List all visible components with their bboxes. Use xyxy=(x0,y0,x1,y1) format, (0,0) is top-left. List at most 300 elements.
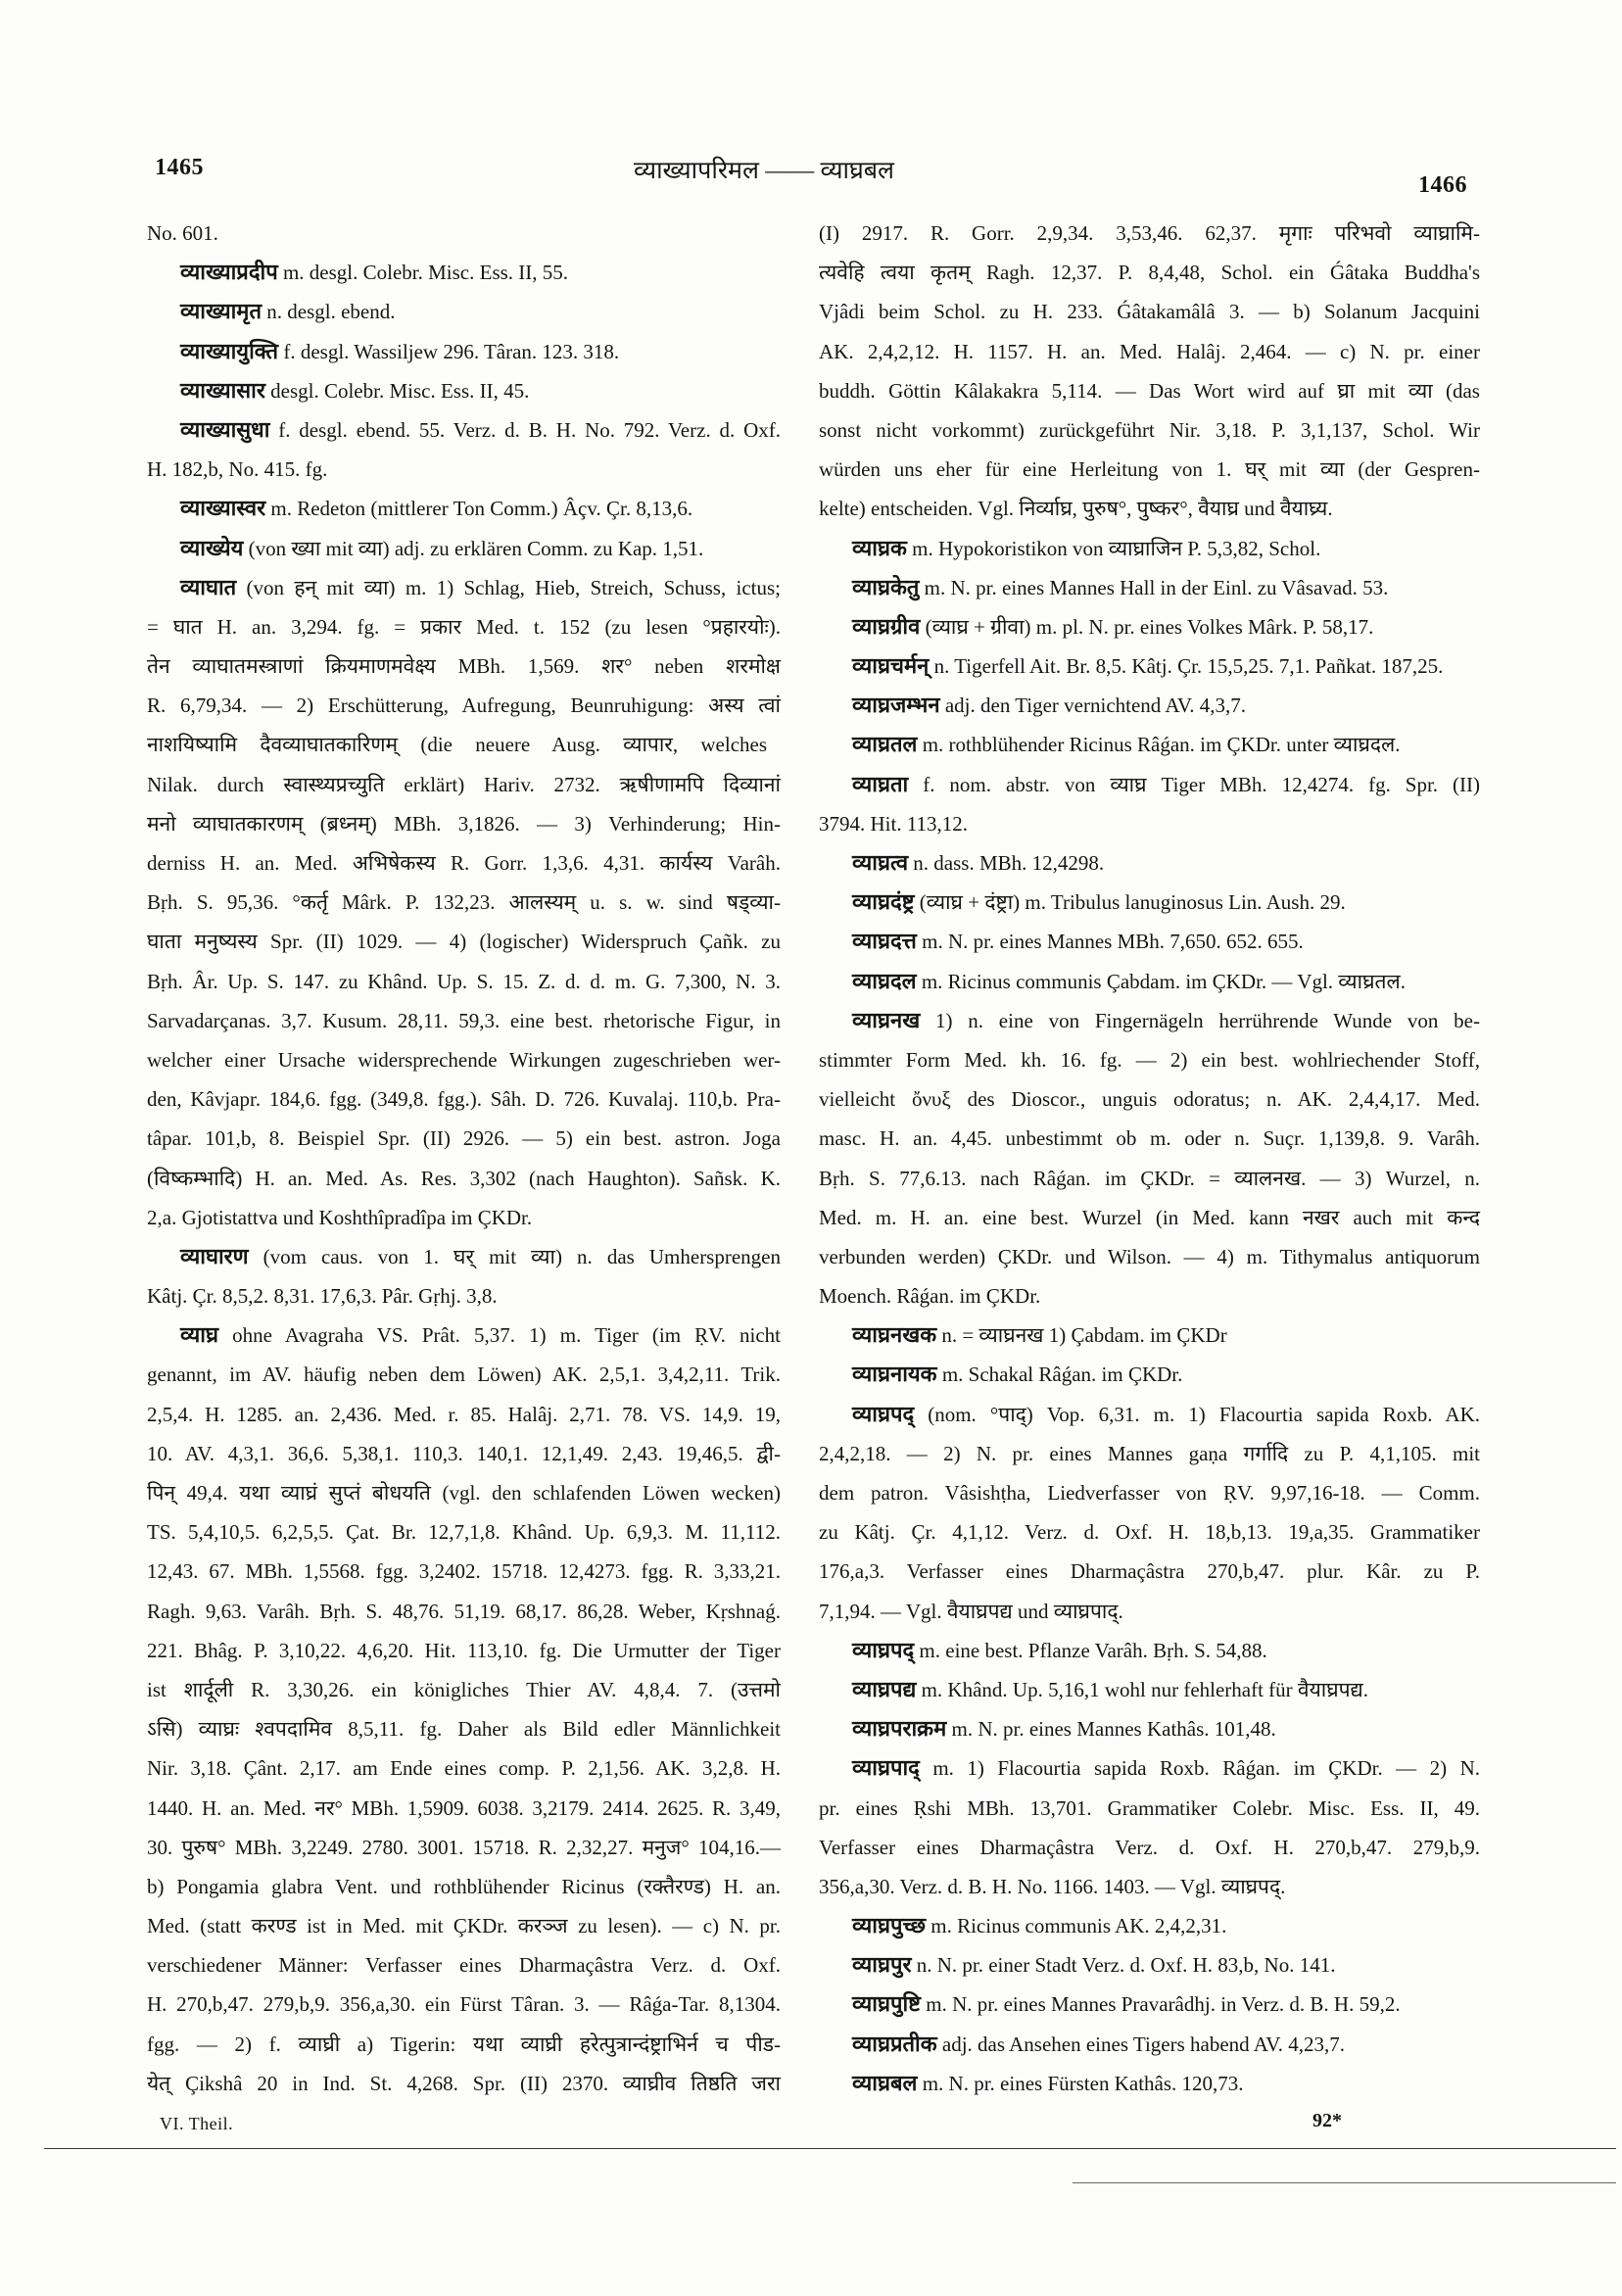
entry-text: verschiedener Männer: Verfasser eines Dharmaçâstra Verz. d. Oxf. xyxy=(147,1953,781,1978)
entry-line-content xyxy=(147,1552,781,1591)
entry-line xyxy=(147,410,782,450)
entry-line-content xyxy=(147,1828,781,1867)
entry-text: Vjâdi beim Schol. zu H. 233. Ǵâtakamâlâ 3. — b) Solanum Jacquini xyxy=(819,300,1480,324)
entry-line-content xyxy=(852,607,1373,646)
dictionary-entry xyxy=(147,253,782,292)
dictionary-entry xyxy=(819,607,1481,646)
entry-text: n. N. pr. einer Stadt Verz. d. Oxf. H. 83,b, No. 141. xyxy=(911,1953,1336,1978)
entry-text: fgg. — 2) f. व्याघ्री a) Tigerin: यथा व्याघ्री हरेत्पुत्रान्दंष्ट्राभिर्न च पीड- xyxy=(147,2032,781,2056)
entry-text: stimmter Form Med. kh. 16. fg. — 2) ein best. wohlriechender Stoff, xyxy=(819,1047,1480,1072)
entry-line-content xyxy=(147,1001,781,1040)
entry-headword: व्याख्यासुधा xyxy=(180,416,270,442)
dictionary-entry xyxy=(147,292,782,331)
entry-text: (von ख्या mit व्या) adj. zu erklären Comm. zu Kap. 1,51. xyxy=(243,536,704,560)
entry-text: pr. eines Ṛshi MBh. 13,701. Grammatiker Colebr. Misc. Ess. II, 49. xyxy=(819,1795,1480,1820)
entry-headword: व्याघ्रनख xyxy=(852,1007,921,1032)
dictionary-entry xyxy=(147,568,782,1237)
entry-text: m. N. pr. eines Mannes Hall in der Einl. zu Vâsavad. 53. xyxy=(919,575,1389,599)
entry-line xyxy=(819,1355,1481,1394)
entry-headword: व्याघ्रनायक xyxy=(852,1362,937,1387)
entry-line xyxy=(819,410,1481,450)
entry-line-content xyxy=(852,1906,1226,1945)
entry-line-content xyxy=(819,1512,1480,1552)
entry-line-content xyxy=(180,489,692,528)
entry-headword: व्याघ्र xyxy=(180,1322,218,1348)
entry-text: m. 1) Flacourtia sapida Roxb. Râǵan. im ÇKDr. — 2) N. xyxy=(919,1756,1480,1781)
entry-line-content xyxy=(147,450,327,489)
entry-line-content xyxy=(819,1237,1480,1276)
entry-text: त्यवेहि त्वया कृतम् Ragh. 12,37. P. 8,4,48, Schol. ein Ǵâtaka Buddha's xyxy=(819,261,1480,285)
entry-line xyxy=(147,1395,782,1434)
entry-line xyxy=(147,1631,782,1670)
entry-headword: व्याघ्रपुच्छ xyxy=(852,1913,926,1938)
entry-text: 3794. Hit. 113,12. xyxy=(819,811,969,836)
entry-line-content xyxy=(819,253,1480,292)
entry-text: (von हन् mit व्या) m. 1) Schlag, Hieb, Streich, Schuss, ictus; xyxy=(236,575,781,599)
dictionary-entry xyxy=(819,1001,1481,1316)
entry-line xyxy=(147,765,782,804)
entry-line-content xyxy=(852,765,1480,804)
entry-line-content xyxy=(852,1315,1227,1355)
dictionary-entry xyxy=(819,686,1481,725)
entry-line xyxy=(147,607,782,646)
entry-line-content xyxy=(819,450,1480,489)
entry-line xyxy=(819,1828,1481,1867)
entry-line-content xyxy=(180,568,781,607)
dictionary-entry xyxy=(819,214,1481,529)
entry-text: m. desgl. Colebr. Misc. Ess. II, 55. xyxy=(277,261,569,285)
entry-line xyxy=(147,922,782,961)
entry-line xyxy=(147,1985,782,2024)
entry-text: kelte) entscheiden. Vgl. निर्व्याघ्र, पुरुष°, पुष्कर°, वैयाघ्र und वैयाघ्र्य. xyxy=(819,497,1333,521)
entry-line xyxy=(147,332,782,371)
entry-text: adj. das Ansehen eines Tigers habend AV. 4,23,7. xyxy=(936,2032,1345,2056)
entry-line xyxy=(147,1473,782,1512)
entry-headword: व्याघ्रजम्भन xyxy=(852,693,940,718)
entry-line-content xyxy=(147,1512,781,1552)
entry-line-content xyxy=(147,1434,781,1473)
entry-line xyxy=(147,1434,782,1473)
entry-headword: व्याघ्रपुर xyxy=(852,1952,912,1978)
dictionary-entry xyxy=(819,1670,1481,1709)
entry-text: desgl. Colebr. Misc. Ess. II, 45. xyxy=(264,378,530,403)
entry-text: n. Tigerfell Ait. Br. 8,5. Kâtj. Çr. 15,5,25. 7,1. Pañkat. 187,25. xyxy=(929,654,1444,679)
signature-mark: VI. Theil. xyxy=(160,2114,234,2133)
entry-line-content xyxy=(819,410,1480,450)
entry-text: m. eine best. Pflanze Varâh. Bṛh. S. 54,88. xyxy=(914,1638,1267,1662)
entry-text: m. Khând. Up. 5,16,1 wohl nur fehlerhaft für वैयाघ्रपद्य. xyxy=(916,1677,1369,1701)
entry-line xyxy=(819,883,1481,922)
entry-text: adj. den Tiger vernichtend AV. 4,3,7. xyxy=(939,694,1247,718)
entry-line xyxy=(147,1198,782,1237)
entry-line-content xyxy=(852,1395,1480,1434)
entry-line xyxy=(819,922,1481,961)
entry-text: verbunden werden) ÇKDr. und Wilson. — 4) m. Tithymalus antiquorum xyxy=(819,1244,1480,1268)
entry-text: Ragh. 9,63. Varâh. Bṛh. S. 48,76. 51,19. 68,17. 86,28. Weber, Kṛshnaǵ. xyxy=(147,1599,781,1623)
entry-line-content xyxy=(180,529,703,568)
entry-text: 2,4,2,18. — 2) N. pr. eines Mannes gaṇa गर्गादि zu P. 4,1,105. mit xyxy=(819,1441,1480,1465)
entry-line xyxy=(147,1237,782,1276)
entry-text: R. 6,79,34. — 2) Erschütterung, Aufregung, Beunruhigung: अस्य त्वां xyxy=(147,694,781,718)
entry-line xyxy=(147,1040,782,1079)
entry-text: 10. AV. 4,3,1. 36,6. 5,38,1. 110,3. 140,1. 12,1,49. 2,43. 19,46,5. द्वी- xyxy=(147,1441,781,1465)
entry-line xyxy=(147,962,782,1001)
entry-headword: व्याघ्रतल xyxy=(852,732,918,757)
entry-line xyxy=(147,450,782,489)
entry-text: 1) n. eine von Fingernägeln herrührende Wunde von be- xyxy=(920,1008,1480,1032)
dictionary-entry xyxy=(147,1315,782,2103)
dictionary-entry xyxy=(147,410,782,489)
entry-line xyxy=(819,253,1481,292)
entry-text: vielleicht ὄνυξ des Dioscor., unguis odoratus; n. AK. 2,4,4,17. Med. xyxy=(819,1087,1480,1112)
entry-line xyxy=(819,1395,1481,1434)
entry-line xyxy=(147,1315,782,1355)
entry-text: तेन व्याघातमस्त्राणां क्रियमाणमवेक्ष्य MBh. 1,569. शर° neben शरमोक्ष xyxy=(147,654,781,679)
entry-line-content xyxy=(147,2025,781,2064)
entry-line xyxy=(147,1945,782,1985)
entry-text: m. Hypokoristikon von व्याघ्राजिन P. 5,3,82, Schol. xyxy=(906,536,1321,560)
entry-line xyxy=(147,804,782,843)
entry-text: welcher einer Ursache widersprechende Wirkungen zugeschrieben wer- xyxy=(147,1047,781,1072)
entry-headword: व्याख्याप्रदीप xyxy=(180,260,278,285)
dictionary-entry xyxy=(819,765,1481,843)
entry-line-content xyxy=(147,1709,781,1748)
entry-headword: व्याख्यायुक्ति xyxy=(180,338,279,363)
entry-line xyxy=(147,1276,782,1315)
entry-line-content xyxy=(147,1198,532,1237)
entry-text: Bṛh. S. 77,6.13. nach Râǵan. im ÇKDr. = व्यालनख. — 3) Wurzel, n. xyxy=(819,1166,1480,1190)
entry-text: (I) 2917. R. Gorr. 2,9,34. 3,53,46. 62,37. मृगाः परिभवो व्याघ्रामि- xyxy=(819,221,1480,245)
entry-line xyxy=(819,1945,1481,1985)
entry-text: m. Ricinus communis AK. 2,4,2,31. xyxy=(926,1914,1227,1938)
entry-line xyxy=(819,1434,1481,1473)
entry-headword: व्याघ्रपुष्टि xyxy=(852,1991,922,2017)
entry-line-content xyxy=(819,1159,1480,1198)
entry-text: b) Pongamia glabra Vent. und rothblühender Ricinus (रक्तैरण्ड) H. an. xyxy=(147,1874,781,1898)
entry-text: m. Schakal Râǵan. im ÇKDr. xyxy=(936,1363,1183,1387)
entry-line xyxy=(819,1592,1481,1631)
entry-text: Sarvadarçanas. 3,7. Kusum. 28,11. 59,3. eine best. rhetorische Figur, in xyxy=(147,1008,781,1032)
entry-line xyxy=(819,2064,1481,2103)
entry-line-content xyxy=(852,883,1346,922)
entry-text: 221. Bhâg. P. 3,10,22. 4,6,20. Hit. 113,10. fg. Die Urmutter der Tiger xyxy=(147,1638,781,1662)
dictionary-entry xyxy=(819,725,1481,764)
entry-line xyxy=(819,371,1481,410)
entry-line-content xyxy=(180,292,396,331)
entry-line-content xyxy=(852,2064,1244,2103)
dictionary-entry xyxy=(147,214,782,253)
dictionary-entry xyxy=(147,371,782,410)
entry-line xyxy=(147,568,782,607)
entry-line-content xyxy=(852,1631,1267,1670)
entry-line-content xyxy=(147,1985,781,2024)
entry-line-content xyxy=(147,843,781,883)
entry-line xyxy=(147,253,782,292)
entry-line-content xyxy=(147,1906,781,1945)
entry-line-content xyxy=(819,371,1480,410)
entry-text: f. nom. abstr. von व्याघ्र Tiger MBh. 12,4274. fg. Spr. (II) xyxy=(908,772,1480,796)
entry-line-content xyxy=(852,568,1388,607)
entry-line-content xyxy=(819,1119,1480,1158)
entry-line-content xyxy=(819,489,1333,528)
entry-line-content xyxy=(147,607,781,646)
entry-text: 2,5,4. H. 1285. an. 2,436. Med. r. 85. Halâj. 2,71. 78. VS. 14,9. 19, xyxy=(147,1402,781,1426)
entry-line xyxy=(147,1001,782,1040)
entry-text: = घात H. an. 3,294. fg. = प्रकार Med. t. 152 (zu lesen °प्रहारयोः). xyxy=(147,614,781,639)
entry-line xyxy=(819,1552,1481,1591)
entry-line-content xyxy=(147,804,781,843)
entry-text: (vom caus. von 1. घर् mit व्या) n. das Umhersprengen xyxy=(248,1244,781,1268)
entry-line xyxy=(819,1079,1481,1119)
entry-headword: व्याघ्रपद् xyxy=(852,1637,915,1662)
entry-text: derniss H. an. Med. अभिषेकस्य R. Gorr. 1,3,6. 4,31. कार्यस्य Varâh. xyxy=(147,851,781,875)
entry-line xyxy=(819,1276,1481,1315)
entry-line-content xyxy=(852,1670,1368,1709)
entry-text: Nilak. durch स्वास्थ्यप्रच्युति erklärt) Hariv. 2732. ऋषीणामपि दिव्यानां xyxy=(147,772,781,796)
entry-line-content xyxy=(147,765,781,804)
entry-text: n. dass. MBh. 12,4298. xyxy=(908,851,1105,875)
entry-line xyxy=(819,1512,1481,1552)
entry-line-content xyxy=(819,1552,1480,1591)
entry-line-content xyxy=(819,1434,1480,1473)
entry-line xyxy=(147,725,782,764)
entry-text: m. rothblühender Ricinus Râǵan. im ÇKDr. unter व्याघ्रदल. xyxy=(917,733,1401,757)
entry-line xyxy=(819,292,1481,331)
entry-line-content xyxy=(852,1355,1182,1394)
entry-line-content xyxy=(147,1592,781,1631)
entry-text: m. Ricinus communis Çabdam. im ÇKDr. — Vgl. व्याघ्रतल. xyxy=(916,969,1406,993)
entry-line-content xyxy=(147,1355,781,1394)
entry-line xyxy=(147,489,782,528)
entry-line xyxy=(819,568,1481,607)
entry-line xyxy=(147,1670,782,1709)
page-number-right: 1466 xyxy=(1418,172,1467,198)
entry-text: ऽसि) व्याघ्रः श्वपदामिव 8,5,11. fg. Daher als Bild edler Männlichkeit xyxy=(147,1717,781,1742)
dictionary-entry xyxy=(819,1355,1481,1394)
entry-line xyxy=(147,1828,782,1867)
entry-line-content xyxy=(852,1001,1480,1040)
entry-line xyxy=(819,450,1481,489)
entry-headword: व्याघ्रचर्मन् xyxy=(852,653,930,679)
entry-line xyxy=(819,725,1481,764)
entry-text: 1440. H. an. Med. नर° MBh. 1,5909. 6038. 3,2179. 2414. 2625. R. 3,49, xyxy=(147,1795,781,1820)
entry-line xyxy=(819,1709,1481,1748)
entry-text: पिन् 49,4. यथा व्याघ्रं सुप्तं बोधयति (vgl. den schlafenden Löwen wecken) xyxy=(147,1481,781,1505)
dictionary-entry xyxy=(147,332,782,371)
entry-line xyxy=(147,2064,782,2103)
entry-text: sonst nicht vorkommt) zurückgeführt Nir. 3,18. P. 3,1,137, Schol. Wir xyxy=(819,417,1480,442)
entry-line xyxy=(147,1079,782,1119)
entry-headword: व्याघ्रकेतु xyxy=(852,574,920,599)
entry-line xyxy=(819,1985,1481,2024)
entry-line-content xyxy=(147,1945,781,1985)
entry-text: H. 270,b,47. 279,b,9. 356,a,30. ein Fürst Târan. 3. — Râǵa-Tar. 8,1304. xyxy=(147,1992,781,2017)
entry-headword: व्याघ्रबल xyxy=(852,2070,918,2095)
entry-line-content xyxy=(852,725,1401,764)
entry-headword: व्याघ्रपद् xyxy=(852,1401,915,1426)
entry-line xyxy=(819,804,1481,843)
running-title: व्याख्यापरिमल —— व्याघ्रबल xyxy=(634,158,894,184)
entry-text: AK. 2,4,2,12. H. 1157. H. an. Med. Halâj. 2,464. — c) N. pr. einer xyxy=(819,339,1480,363)
entry-line-content xyxy=(147,1159,781,1198)
entry-line xyxy=(819,646,1481,686)
entry-line-content xyxy=(147,1395,781,1434)
dictionary-entry xyxy=(819,646,1481,686)
entry-line-content xyxy=(819,332,1480,371)
entry-line xyxy=(147,1748,782,1788)
entry-headword: व्याघ्रता xyxy=(852,771,909,796)
entry-text: 30. पुरुष° MBh. 3,2249. 2780. 3001. 15718. R. 2,32,27. मनुज° 104,16.— xyxy=(147,1835,781,1859)
entry-text: Med. (statt करण्ड ist in Med. mit ÇKDr. करञ्ज zu lesen). — c) N. pr. xyxy=(147,1914,781,1938)
entry-headword: व्याघ्रप्रतीक xyxy=(852,2031,937,2056)
entry-text: 2,a. Gjotistattva und Koshthîpradîpa im ÇKDr. xyxy=(147,1205,533,1229)
entry-line-content xyxy=(852,843,1104,883)
entry-line-content xyxy=(180,253,568,292)
entry-line-content xyxy=(147,883,781,922)
entry-line-content xyxy=(147,1748,781,1788)
entry-line-content xyxy=(852,1945,1335,1985)
entry-headword: व्याख्येय xyxy=(180,535,244,560)
entry-line xyxy=(819,2025,1481,2064)
entry-line-content xyxy=(147,1867,781,1906)
entry-line-content xyxy=(852,646,1443,686)
entry-text: n. = व्याघ्रनख 1) Çabdam. im ÇKDr xyxy=(936,1323,1227,1348)
entry-line-content xyxy=(147,1119,781,1158)
entry-line-content xyxy=(819,1789,1480,1828)
entry-line xyxy=(819,1119,1481,1158)
entry-line-content xyxy=(852,1748,1480,1788)
entry-line-content xyxy=(147,725,767,764)
right-column xyxy=(819,214,1481,2103)
entry-line-content xyxy=(852,1985,1401,2024)
entry-text: (विष्कम्भादि) H. an. Med. As. Res. 3,302 (nach Haughton). Sañsk. K. xyxy=(147,1166,781,1190)
entry-text: ohne Avagraha VS. Prât. 5,37. 1) m. Tiger (im ṚV. nicht xyxy=(217,1323,781,1348)
entry-line-content xyxy=(852,922,1304,961)
entry-text: TS. 5,4,10,5. 6,2,5,5. Çat. Br. 12,7,1,8. Khând. Up. 6,9,3. M. 11,112. xyxy=(147,1520,781,1545)
entry-line-content xyxy=(147,922,781,961)
dictionary-entry xyxy=(819,2064,1481,2103)
entry-text: masc. H. an. 4,45. unbestimmt ob m. oder n. Suçr. 1,139,8. 9. Varâh. xyxy=(819,1126,1480,1151)
dictionary-entry xyxy=(819,529,1481,568)
entry-text: Bṛh. Âr. Up. S. 147. zu Khând. Up. S. 15. Z. d. d. m. G. 7,300, N. 3. xyxy=(147,969,781,993)
entry-line xyxy=(147,883,782,922)
entry-line-content xyxy=(147,962,781,1001)
entry-line xyxy=(819,1670,1481,1709)
dictionary-entry xyxy=(819,1985,1481,2024)
entry-line xyxy=(819,1315,1481,1355)
entry-text: Verfasser eines Dharmaçâstra Verz. d. Oxf. H. 270,b,47. 279,b,9. xyxy=(819,1835,1480,1859)
entry-line xyxy=(147,214,782,253)
entry-line-content xyxy=(147,2064,781,2103)
dictionary-entry xyxy=(147,529,782,568)
entry-headword: व्याघ्रग्रीव xyxy=(852,613,921,639)
entry-line xyxy=(819,765,1481,804)
dictionary-entry xyxy=(819,1709,1481,1748)
entry-line-content xyxy=(147,1789,781,1828)
dictionary-entry xyxy=(819,1945,1481,1985)
entry-text: नाशयिष्यामि दैवव्याघातकारिणम् (die neuere Ausg. व्यापार, welches xyxy=(147,733,768,757)
entry-text: m. N. pr. eines Mannes MBh. 7,650. 652. 655. xyxy=(916,930,1304,954)
entry-line-content xyxy=(147,214,218,253)
entry-line xyxy=(819,607,1481,646)
entry-line xyxy=(819,1237,1481,1276)
entry-line xyxy=(147,529,782,568)
dictionary-entry xyxy=(819,1631,1481,1670)
entry-line-content xyxy=(180,332,619,371)
entry-text: Med. m. H. an. eine best. Wurzel (in Med. kann नखर auch mit कन्द xyxy=(819,1205,1480,1229)
entry-text: H. 182,b, No. 415. fg. xyxy=(147,457,328,482)
entry-line-content xyxy=(819,1828,1480,1867)
entry-line xyxy=(819,1748,1481,1788)
entry-line-content xyxy=(180,371,529,410)
entry-line-content xyxy=(147,1473,781,1512)
entry-text: येत् Çikshâ 20 in Ind. St. 4,268. Spr. (II) 2370. व्याघ्रीव तिष्ठति जरा xyxy=(147,2071,781,2095)
entry-line xyxy=(819,1473,1481,1512)
entry-line-content xyxy=(819,292,1480,331)
entry-text: Kâtj. Çr. 8,5,2. 8,31. 17,6,3. Pâr. Gṛhj. 3,8. xyxy=(147,1284,498,1309)
entry-line-content xyxy=(180,1237,781,1276)
entry-text: मनो व्याघातकारणम् (ब्रध्नम्) MBh. 3,1826. — 3) Verhinderung; Hin- xyxy=(147,811,781,836)
entry-line-content xyxy=(852,686,1246,725)
entry-line-content xyxy=(819,1276,1040,1315)
entry-line-content xyxy=(819,1867,1285,1906)
entry-line xyxy=(147,1867,782,1906)
entry-text: Nir. 3,18. Çânt. 2,17. am Ende eines comp. P. 2,1,56. AK. 3,2,8. H. xyxy=(147,1756,781,1781)
entry-text: 356,a,30. Verz. d. B. H. No. 1166. 1403. — Vgl. व्याघ्रपद्. xyxy=(819,1874,1286,1898)
entry-line xyxy=(819,843,1481,883)
entry-line-content xyxy=(819,804,968,843)
entry-line xyxy=(147,686,782,725)
entry-line xyxy=(819,332,1481,371)
entry-text: f. desgl. ebend. 55. Verz. d. B. H. No. 792. Verz. d. Oxf. xyxy=(269,417,781,442)
entry-line xyxy=(147,292,782,331)
entry-headword: व्याघ्रत्व xyxy=(852,850,909,875)
entry-text: m. N. pr. eines Fürsten Kathâs. 120,73. xyxy=(917,2071,1244,2095)
entry-line-content xyxy=(147,686,781,725)
dictionary-entry xyxy=(819,2025,1481,2064)
entry-text: genannt, im AV. häufig neben dem Löwen) AK. 2,5,1. 3,4,2,11. Trik. xyxy=(147,1363,781,1387)
entry-headword: व्याघ्रपद्य xyxy=(852,1676,917,1701)
entry-line-content xyxy=(180,1315,781,1355)
entry-line-content xyxy=(147,1631,781,1670)
entry-line xyxy=(147,1592,782,1631)
entry-line-content xyxy=(147,1079,781,1119)
left-column xyxy=(147,214,782,2103)
entry-text: den, Kâvjapr. 184,6. fgg. (349,8. fgg.). Sâh. D. 726. Kuvalaj. 110,b. Pra- xyxy=(147,1087,781,1112)
entry-headword: व्याघ्रपाद् xyxy=(852,1755,920,1781)
dictionary-entry xyxy=(819,1315,1481,1355)
entry-line xyxy=(819,489,1481,528)
dictionary-entry xyxy=(819,962,1481,1001)
entry-line-content xyxy=(147,1670,781,1709)
entry-text: n. desgl. ebend. xyxy=(262,300,396,324)
entry-text: f. desgl. Wassiljew 296. Târan. 123. 318. xyxy=(278,339,620,363)
entry-headword: व्याख्यामृत xyxy=(180,299,262,324)
entry-text: tâpar. 101,b, 8. Beispiel Spr. (II) 2926. — 5) ein best. astron. Joga xyxy=(147,1126,781,1151)
entry-text: Moench. Râǵan. im ÇKDr. xyxy=(819,1284,1041,1309)
entry-text: zu Kâtj. Çr. 4,1,12. Verz. d. Oxf. H. 18,b,13. 19,a,35. Grammatiker xyxy=(819,1520,1480,1545)
page-number-left: 1465 xyxy=(155,155,204,180)
entry-line xyxy=(819,214,1481,253)
entry-line-content xyxy=(852,2025,1345,2064)
entry-text: dem patron. Vâsishṭha, Liedverfasser von ṚV. 9,97,16-18. — Comm. xyxy=(819,1481,1480,1505)
entry-text: Bṛh. S. 95,36. °कर्तृ Mârk. P. 132,23. आलस्यम् u. s. w. sind षड्व्या- xyxy=(147,890,781,915)
dictionary-entry xyxy=(147,1237,782,1315)
entry-text: (nom. °पाद्) Vop. 6,31. m. 1) Flacourtia sapida Roxb. AK. xyxy=(914,1402,1480,1426)
entry-line xyxy=(147,1789,782,1828)
entry-line-content xyxy=(819,1592,1123,1631)
dictionary-entry xyxy=(819,568,1481,607)
